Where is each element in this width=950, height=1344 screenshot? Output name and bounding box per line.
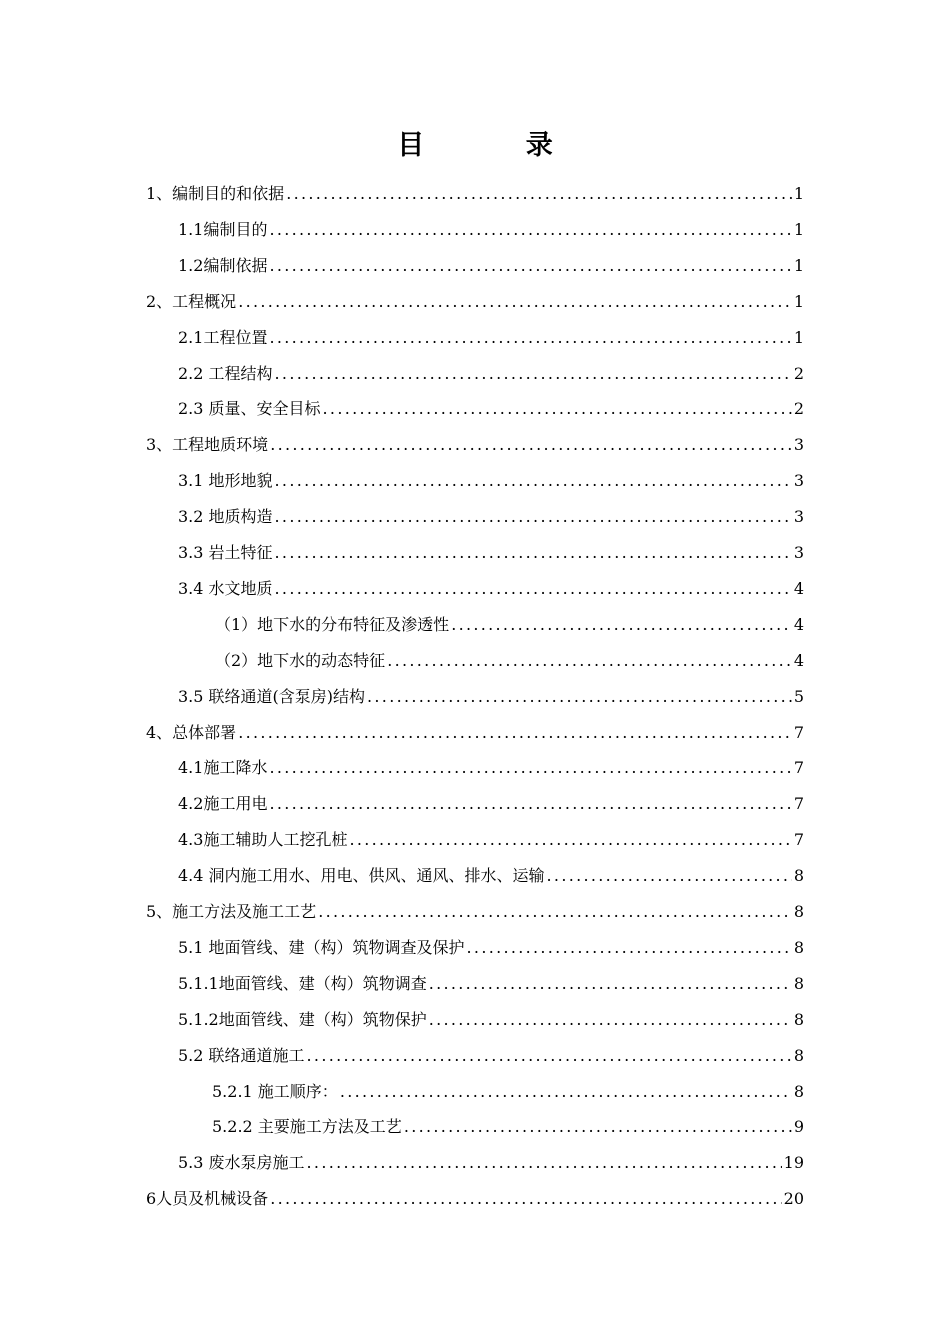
dot-leader: [467, 938, 792, 958]
toc-entry-page-number: 7: [793, 830, 804, 850]
toc-entry-page-number: 9: [793, 1117, 804, 1137]
dot-leader: [307, 1046, 792, 1066]
toc-entry-label: 3.1 地形地貌: [178, 471, 273, 491]
toc-entry-page-number: 8: [793, 866, 804, 886]
toc-entry-label: 5.2.1 施工顺序：: [212, 1081, 338, 1101]
toc-entry[interactable]: [0, 960, 804, 994]
toc-entry[interactable]: [0, 1032, 804, 1066]
toc-entry-label: 4.3施工辅助人工挖孔桩: [178, 830, 348, 850]
toc-entry[interactable]: [0, 278, 804, 312]
toc-entry-page-number: 8: [793, 937, 804, 957]
toc-entry-page-number: 1: [793, 291, 804, 311]
toc-entry-page-number: 7: [793, 758, 804, 778]
dot-leader: [275, 507, 792, 527]
dot-leader: [367, 687, 792, 707]
dot-leader: [323, 399, 792, 419]
toc-entry-label: 5.1.2地面管线、建（构）筑物保护: [178, 1009, 427, 1029]
toc-entry[interactable]: [0, 1139, 804, 1173]
toc-entry[interactable]: [0, 744, 804, 778]
dot-leader: [238, 723, 792, 743]
toc-entry-label: 1.1编制目的: [178, 219, 268, 239]
toc-entry[interactable]: [0, 493, 804, 527]
toc-entry-page-number: 3: [793, 543, 804, 562]
dot-leader: [270, 1189, 781, 1209]
toc-entry[interactable]: [0, 206, 804, 240]
toc-entry-label: 6人员及机械设备: [146, 1189, 269, 1209]
toc-entry-page-number: 8: [793, 973, 804, 993]
toc-entry-label: 3.4 水文地质: [178, 578, 273, 598]
toc-entry[interactable]: [0, 709, 804, 743]
toc-entry-label: 1.2编制依据: [178, 255, 268, 275]
toc-entry-label: 5.2.2 主要施工方法及工艺: [212, 1117, 402, 1137]
toc-entry[interactable]: [0, 780, 804, 814]
toc-entry-page-number: 4: [793, 650, 804, 670]
toc-entry[interactable]: [0, 601, 804, 635]
toc-entry[interactable]: [0, 1175, 804, 1209]
toc-entry-page-number: 1: [793, 184, 804, 203]
toc-entry-page-number: 3: [793, 435, 804, 455]
dot-leader: [429, 974, 792, 994]
dot-leader: [269, 758, 791, 778]
toc-entry-page-number: 20: [783, 1189, 804, 1209]
toc-entry-label: 2.2 工程结构: [178, 363, 273, 383]
toc-entry-label: 5、施工方法及施工工艺: [146, 902, 317, 921]
toc-entry[interactable]: [0, 350, 804, 384]
toc-entry[interactable]: [0, 637, 804, 671]
toc-entry-page-number: 2: [793, 363, 804, 383]
toc-entry-label: 3.3 岩土特征: [178, 543, 273, 562]
toc-entry-page-number: 2: [793, 399, 804, 419]
dot-leader: [275, 471, 792, 491]
toc-entry[interactable]: [0, 242, 804, 276]
toc-entry-page-number: 8: [793, 1045, 804, 1065]
toc-entry-page-number: 1: [793, 255, 804, 275]
dot-leader: [270, 435, 792, 455]
dot-leader: [340, 1082, 792, 1102]
dot-leader: [275, 543, 792, 563]
toc-entry-label: 4.4 洞内施工用水、用电、供风、通风、排水、运输: [178, 866, 545, 886]
toc-entry-page-number: 5: [793, 686, 804, 706]
toc-entry-page-number: 8: [793, 1081, 804, 1101]
toc-entry[interactable]: [0, 673, 804, 707]
toc-entry-page-number: 8: [793, 1009, 804, 1029]
toc-entry[interactable]: [0, 996, 804, 1030]
toc-entry[interactable]: [0, 1103, 804, 1137]
toc-entry-page-number: 19: [783, 1153, 804, 1173]
toc-entry-page-number: 3: [793, 471, 804, 491]
dot-leader: [307, 1153, 782, 1173]
toc-entry[interactable]: [0, 457, 804, 491]
dot-leader: [275, 364, 792, 384]
dot-leader: [547, 866, 792, 886]
toc-entry-page-number: 4: [793, 614, 804, 634]
toc-entry-page-number: 3: [793, 507, 804, 527]
dot-leader: [275, 579, 792, 599]
toc-entry-label: 2.3 质量、安全目标: [178, 399, 321, 419]
toc-entry[interactable]: [0, 529, 804, 563]
toc-entry-page-number: 1: [793, 327, 804, 347]
toc-entry[interactable]: [0, 170, 804, 204]
toc-entry[interactable]: [0, 421, 804, 455]
toc-entry[interactable]: [0, 1068, 804, 1102]
toc-entry-label: 2.1工程位置: [178, 327, 268, 347]
toc-entry[interactable]: [0, 565, 804, 599]
dot-leader: [429, 1010, 792, 1030]
toc-entry-label: （2）地下水的动态特征: [215, 650, 386, 670]
toc-entry[interactable]: [0, 314, 804, 348]
toc-entry[interactable]: [0, 385, 804, 419]
toc-entry-label: 4.2施工用电: [178, 794, 268, 814]
toc-entry-label: 5.1.1地面管线、建（构）筑物调查: [178, 973, 427, 993]
dot-leader: [269, 794, 791, 814]
toc-entry[interactable]: [0, 888, 804, 922]
dot-leader: [318, 902, 792, 922]
dot-leader: [286, 184, 792, 204]
toc-entry[interactable]: [0, 924, 804, 958]
toc-entry-page-number: 1: [793, 219, 804, 239]
toc-entry-page-number: 8: [793, 902, 804, 921]
toc-entry-page-number: 7: [793, 794, 804, 814]
toc-entry-page-number: 7: [793, 722, 804, 742]
page-title: 目 录: [397, 130, 599, 161]
toc-entry-label: 5.2 联络通道施工: [178, 1045, 305, 1065]
toc-entry-label: 3.5 联络通道(含泵房)结构: [178, 686, 366, 706]
toc-entry-label: （1）地下水的分布特征及渗透性: [215, 614, 450, 634]
toc-entry-label: 1、编制目的和依据: [146, 184, 285, 203]
dot-leader: [349, 830, 791, 850]
toc-entry-label: 4.1施工降水: [178, 758, 268, 778]
toc-entry-label: 4、总体部署: [146, 722, 237, 742]
toc-entry-label: 3、工程地质环境: [146, 435, 269, 455]
toc-entry-label: 5.1 地面管线、建（构）筑物调查及保护: [178, 937, 465, 957]
dot-leader: [269, 256, 791, 276]
dot-leader: [387, 651, 792, 671]
toc-entry[interactable]: [0, 852, 804, 886]
toc-entry-label: 3.2 地质构造: [178, 507, 273, 527]
dot-leader: [269, 220, 791, 240]
dot-leader: [451, 615, 792, 635]
dot-leader: [404, 1117, 792, 1137]
toc-entry-label: 2、工程概况: [146, 291, 237, 311]
toc-entry[interactable]: [0, 816, 804, 850]
dot-leader: [238, 292, 792, 312]
toc-entry-page-number: 4: [793, 578, 804, 598]
dot-leader: [269, 328, 791, 348]
toc-entry-label: 5.3 废水泵房施工: [178, 1153, 305, 1173]
